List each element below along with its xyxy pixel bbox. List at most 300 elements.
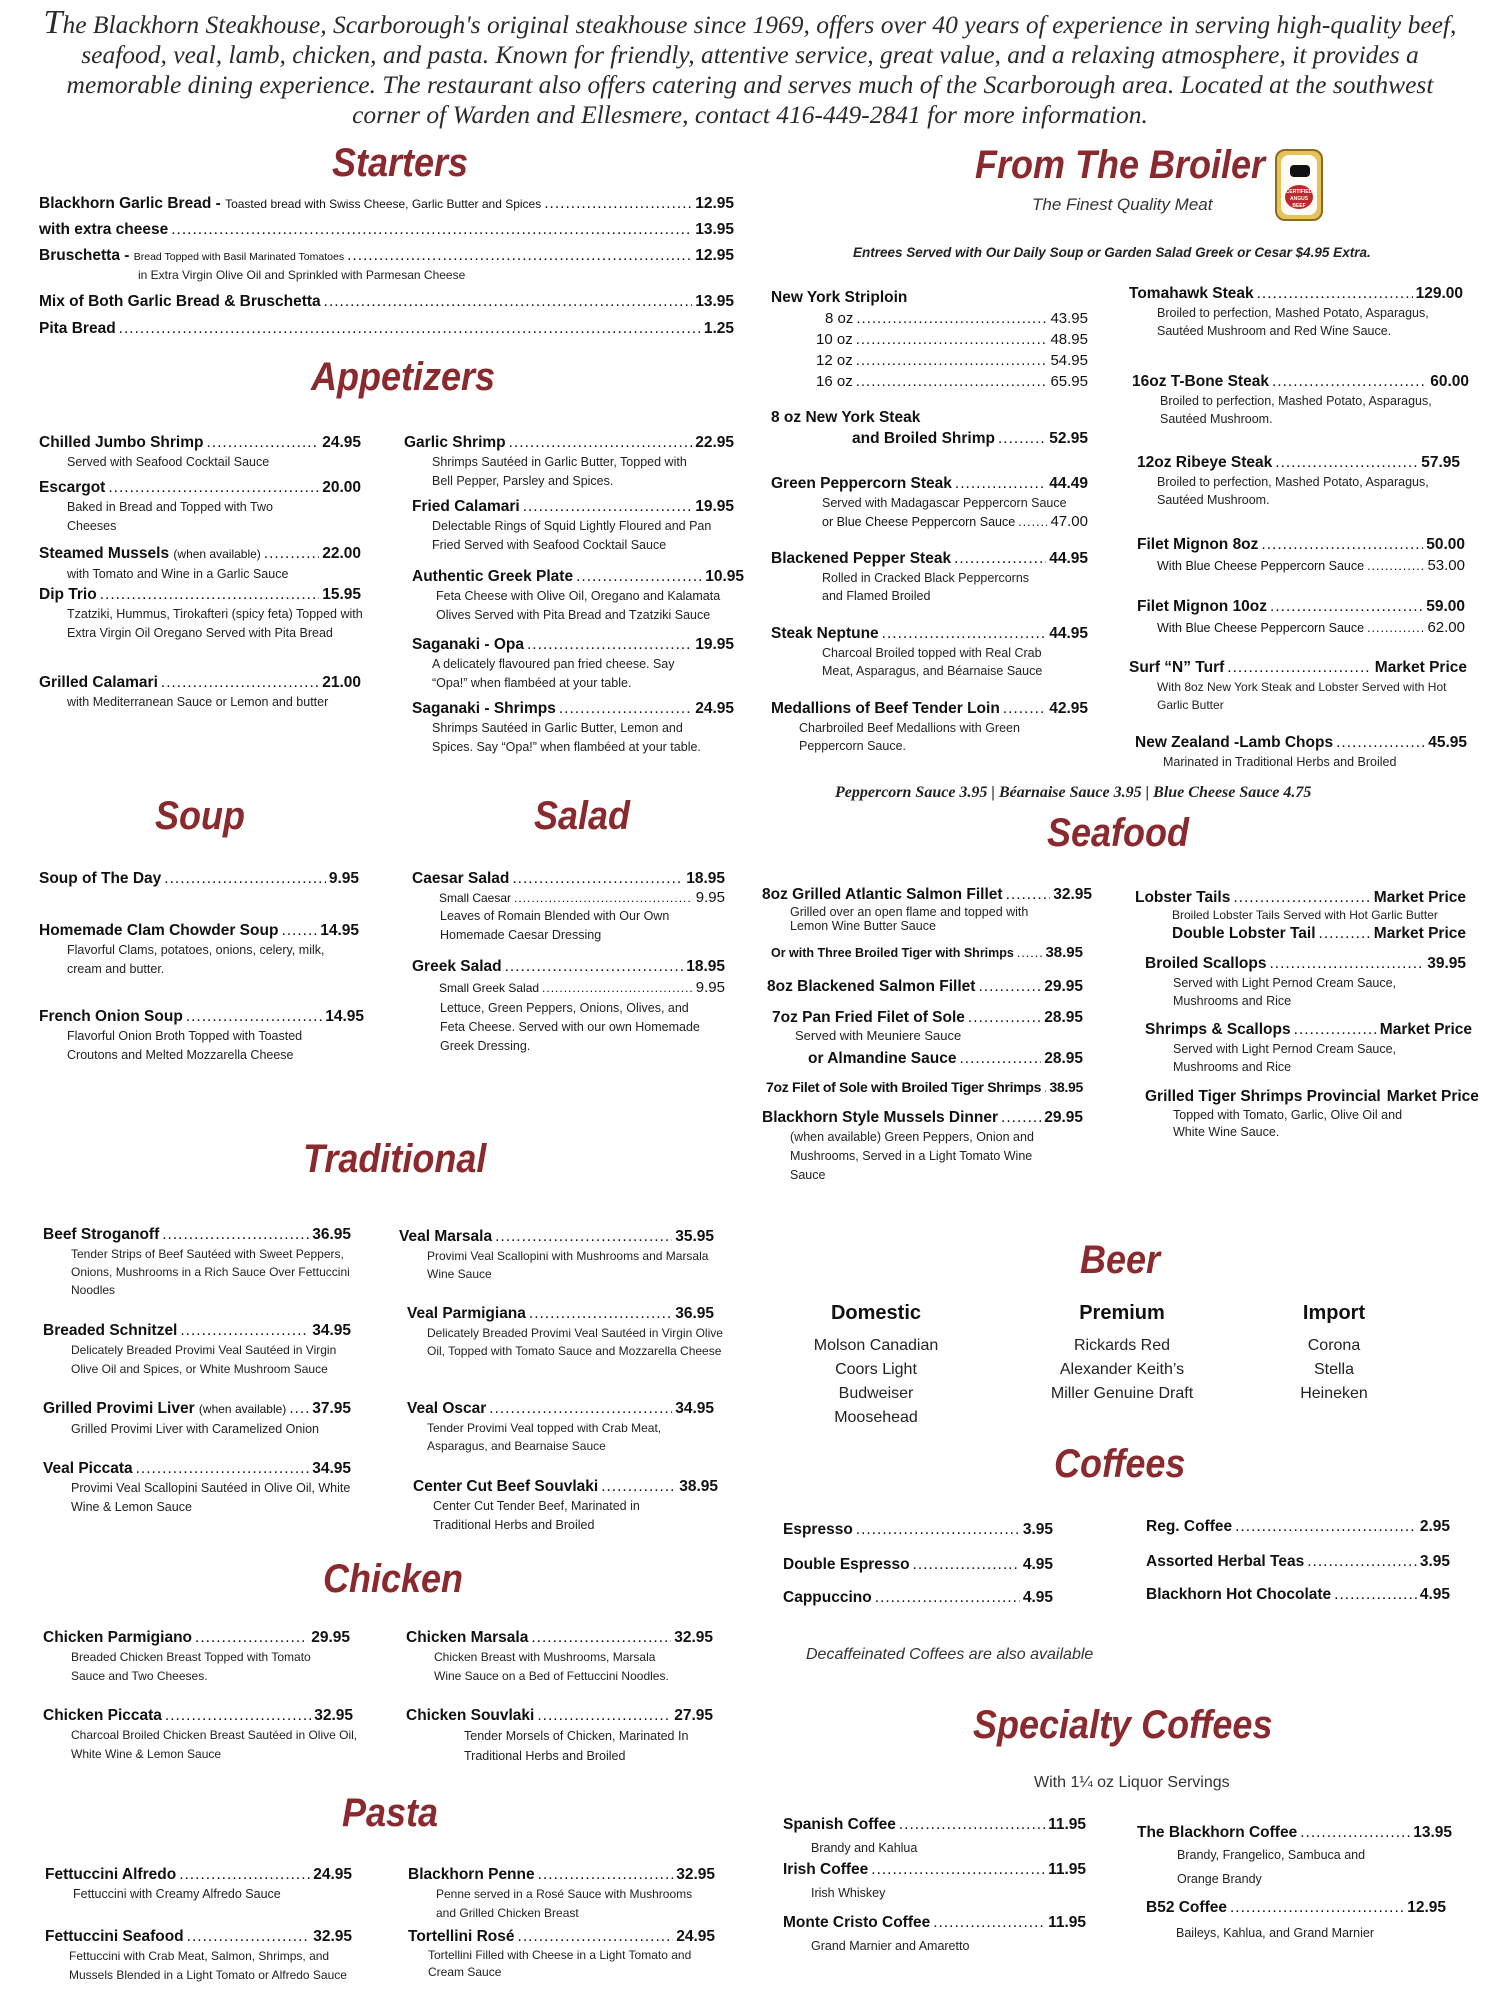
size-price: 48.95 xyxy=(1050,331,1088,348)
menu-item xyxy=(1172,923,1466,953)
menu-item xyxy=(771,942,1083,976)
item-name: Dip Trio xyxy=(39,586,97,603)
item-name: Steak Neptune xyxy=(771,625,879,642)
item-description: Irish Whiskey xyxy=(811,1886,886,1900)
item-price: 13.95 xyxy=(695,293,734,310)
item-price: 14.95 xyxy=(320,922,359,939)
menu-item-ny-steak-shrimp xyxy=(771,407,1088,473)
seafood-left-list xyxy=(762,884,1092,1185)
appetizers-left-list xyxy=(39,432,361,712)
item-name: Shrimps & Scallops xyxy=(1145,1021,1291,1038)
item-price: 21.00 xyxy=(322,674,361,691)
item-price: 34.95 xyxy=(312,1460,351,1477)
item-name: Chicken Marsala xyxy=(406,1629,529,1646)
intro-text: he Blackhorn Steakhouse, Scarborough's original steakhouse since 1969, offers over 40 years of experience in serving high-quality beef, seafood, veal, lamb, chicken, and pasta. Known for friendly, attentive service, great value, and a relaxing atmosphere, it provides a memorable dining experience. The restaurant also offers catering and serves much of the Scarborough area. Located at the southwest corner of Warden and Ellesmere, contact 416-449-2841 for more information. xyxy=(62,10,1457,129)
item-description: Shrimps Sautéed in Garlic Butter, Lemon and Spices. Say “Opa!” when flambéed at your table. xyxy=(432,721,701,754)
item-description: Flavorful Clams, potatoes, onions, celery, milk, cream and butter. xyxy=(67,943,325,976)
item-name: Small Greek Salad xyxy=(439,981,540,995)
item-price: 52.95 xyxy=(1049,430,1088,447)
item-name: Or with Three Broiled Tiger with Shrimps xyxy=(771,946,1014,960)
coffees-right-list xyxy=(1146,1516,1450,1605)
menu-item xyxy=(1135,732,1467,772)
item-name: Reg. Coffee xyxy=(1146,1518,1233,1535)
menu-item xyxy=(412,956,725,1056)
item-description: Fettuccini with Creamy Alfredo Sauce xyxy=(73,1887,281,1901)
menu-item xyxy=(783,1519,1053,1554)
menu-item xyxy=(43,1398,351,1458)
heading-specialty-coffees: Specialty Coffees xyxy=(973,1703,1273,1747)
heading-starters: Starters xyxy=(332,141,469,185)
entrees-note: Entrees Served with Our Daily Soup or Garden Salad Greek or Cesar $4.95 Extra. xyxy=(853,245,1371,260)
menu-item xyxy=(39,219,734,245)
menu-item xyxy=(783,1859,1086,1912)
item-description: Flavorful Onion Broth Topped with Toasted Croutons and Melted Mozzarella Cheese xyxy=(67,1029,303,1062)
menu-item xyxy=(412,566,744,634)
item-description: Tender Provimi Veal topped with Crab Meat, Asparagus, and Bearnaise Sauce xyxy=(427,1421,662,1453)
item-description: Shrimps Sautéed in Garlic Butter, Topped with Bell Pepper, Parsley and Spices. xyxy=(432,455,687,488)
item-name: Beef Stroganoff xyxy=(43,1226,160,1243)
item-name: Homemade Clam Chowder Soup xyxy=(39,922,279,939)
item-name: Chicken Piccata xyxy=(43,1707,162,1724)
item-name: or Almandine Sauce xyxy=(808,1050,957,1067)
decaf-note: Decaffeinated Coffees are also available xyxy=(806,1646,1094,1663)
item-price: 34.95 xyxy=(675,1400,714,1417)
beer-import-list xyxy=(1214,1334,1454,1406)
item-name: Filet Mignon 8oz xyxy=(1137,536,1259,553)
item-price: 2.95 xyxy=(1419,1518,1450,1535)
menu-item xyxy=(1145,1019,1472,1086)
menu-item xyxy=(39,1006,364,1065)
menu-item xyxy=(39,584,361,672)
item-description: Tender Strips of Beef Sautéed with Sweet Peppers, Onions, Mushrooms in a Rich Sauce Over Fettuccini Noodles xyxy=(71,1247,350,1297)
item-description: Feta Cheese with Olive Oil, Oregano and Kalamata Olives Served with Pita Bread and Tzatziki Sauce xyxy=(436,589,721,622)
menu-item xyxy=(406,1627,713,1705)
item-name: 8oz Blackened Salmon Fillet xyxy=(767,978,976,995)
menu-item xyxy=(408,1864,715,1926)
heading-pasta: Pasta xyxy=(342,1791,439,1835)
item-description: Center Cut Tender Beef, Marinated in Traditional Herbs and Broiled xyxy=(433,1499,640,1532)
item-name: Grilled Provimi Liver xyxy=(43,1400,195,1417)
menu-item xyxy=(412,496,734,566)
menu-item xyxy=(43,1458,351,1517)
menu-item xyxy=(808,1048,1083,1077)
item-description: Broiled to perfection, Mashed Potato, Asparagus, Sautéed Mushroom. xyxy=(1160,394,1432,426)
heading-chicken: Chicken xyxy=(323,1557,464,1601)
menu-item-striploin xyxy=(771,287,1088,407)
item-name: Fettuccini Alfredo xyxy=(45,1866,177,1883)
item-name: New York Striploin xyxy=(771,289,908,306)
item-price: 22.95 xyxy=(695,434,734,451)
item-price: 38.95 xyxy=(1049,1079,1083,1095)
menu-item xyxy=(45,1926,352,1985)
item-description: Leaves of Romain Blended with Our Own Homemade Caesar Dressing xyxy=(440,909,670,942)
menu-item xyxy=(407,1398,714,1476)
menu-item xyxy=(771,698,1088,755)
menu-item xyxy=(1146,1584,1450,1605)
item-name: Bruschetta - xyxy=(39,247,130,264)
menu-item xyxy=(39,432,361,477)
item-description: with Tomato and Wine in a Garlic Sauce xyxy=(67,567,289,581)
item-description: Delicately Breaded Provimi Veal Sautéed in Virgin Olive Oil, Topped with Tomato Sauce and Mozzarella Cheese xyxy=(427,1326,723,1358)
item-description: Tzatziki, Hummus, Tirokafteri (spicy feta) Topped with Extra Virgin Oil Oregano Served with Pita Bread xyxy=(67,607,363,640)
salad-list xyxy=(412,868,725,1056)
menu-item xyxy=(783,1912,1086,1959)
menu-item xyxy=(43,1224,351,1320)
item-name: New Zealand -Lamb Chops xyxy=(1135,734,1334,751)
size-price: 65.95 xyxy=(1050,373,1088,390)
item-name: 8 oz New York Steak xyxy=(771,409,921,426)
item-price: 20.00 xyxy=(322,479,361,496)
beer-item: Heineken xyxy=(1300,1385,1368,1402)
item-price: 32.95 xyxy=(314,1707,353,1724)
specialty-right-list xyxy=(1137,1822,1452,1948)
specialty-left-list xyxy=(783,1814,1086,1959)
menu-item xyxy=(406,1705,713,1766)
size-price: 43.95 xyxy=(1050,310,1088,327)
item-price: 32.95 xyxy=(676,1866,715,1883)
soup-list xyxy=(39,868,364,1065)
item-price: 60.00 xyxy=(1430,373,1469,390)
item-price: 3.95 xyxy=(1419,1553,1450,1570)
heading-traditional: Traditional xyxy=(303,1137,487,1181)
item-price: 36.95 xyxy=(675,1305,714,1322)
menu-item-green-peppercorn xyxy=(771,473,1088,548)
item-description: Tender Morsels of Chicken, Marinated In Traditional Herbs and Broiled xyxy=(464,1729,689,1763)
item-price: 24.95 xyxy=(313,1866,352,1883)
item-price: 4.95 xyxy=(1419,1586,1450,1603)
item-price: Market Price xyxy=(1373,925,1466,942)
item-name: Double Espresso xyxy=(783,1556,910,1573)
item-description: Broiled to perfection, Mashed Potato, Asparagus, Sautéed Mushroom. xyxy=(1157,475,1429,507)
item-description: Charbroiled Beef Medallions with Green Peppercorn Sauce. xyxy=(799,721,1020,753)
sauces-note: Peppercorn Sauce 3.95 | Béarnaise Sauce 3.95 | Blue Cheese Sauce 4.75 xyxy=(835,784,1312,801)
item-name: with extra cheese xyxy=(39,221,169,238)
size-label: 12 oz xyxy=(816,352,853,369)
beer-item: Coors Light xyxy=(835,1361,917,1378)
item-price: 39.95 xyxy=(1427,955,1466,972)
heading-coffees: Coffees xyxy=(1054,1442,1186,1486)
broiler-left-list xyxy=(771,287,1088,755)
heading-appetizers: Appetizers xyxy=(311,355,496,399)
item-description: Lettuce, Green Peppers, Onions, Olives, and Feta Cheese. Served with our own Homemade Greek Dressing. xyxy=(440,1001,700,1053)
item-price: 35.95 xyxy=(675,1228,714,1245)
item-name: Double Lobster Tail xyxy=(1172,925,1316,942)
item-name: Greek Salad xyxy=(412,958,502,975)
item-description: Delectable Rings of Squid Lightly Floured and Pan Fried Served with Seafood Cocktail Sauce xyxy=(432,519,712,552)
item-name: Veal Piccata xyxy=(43,1460,133,1477)
pasta-right-list xyxy=(408,1864,715,1981)
chicken-left-list xyxy=(43,1627,358,1764)
item-name: Tortellini Rosé xyxy=(408,1928,515,1945)
item-name: 8oz Grilled Atlantic Salmon Fillet xyxy=(762,886,1003,903)
item-description: Chicken Breast with Mushrooms, Marsala Wine Sauce on a Bed of Fettuccini Noodles. xyxy=(434,1650,669,1683)
item-name: Green Peppercorn Steak xyxy=(771,475,952,492)
liquor-note: With 1¼ oz Liquor Servings xyxy=(1034,1774,1230,1791)
size-price: 54.95 xyxy=(1050,352,1088,369)
item-name: Veal Oscar xyxy=(407,1400,487,1417)
item-description: Charcoal Broiled topped with Real Crab Meat, Asparagus, and Béarnaise Sauce xyxy=(822,646,1043,678)
item-price: 42.95 xyxy=(1049,700,1088,717)
item-name-line2: and Broiled Shrimp xyxy=(852,430,995,447)
item-price: 4.95 xyxy=(1022,1556,1053,1573)
beer-item: Molson Canadian xyxy=(813,1337,939,1354)
menu-item xyxy=(766,1077,1083,1107)
broiler-subtitle: The Finest Quality Meat xyxy=(1032,195,1213,214)
pasta-left-list xyxy=(45,1864,352,1985)
item-price: 28.95 xyxy=(1044,1009,1083,1026)
menu-item xyxy=(762,884,1092,942)
item-price: 62.00 xyxy=(1427,619,1465,636)
item-name: Grilled Tiger Shrimps Provincial xyxy=(1145,1088,1381,1105)
item-description: Delicately Breaded Provimi Veal Sautéed in Virgin Olive Oil and Spices, or White Mushroom Sauce xyxy=(71,1343,337,1376)
item-description: With 8oz New York Steak and Lobster Served with Hot Garlic Butter xyxy=(1157,680,1447,712)
item-description: Grilled Provimi Liver with Caramelized Onion xyxy=(71,1422,319,1436)
menu-item xyxy=(39,868,359,920)
menu-item xyxy=(399,1226,714,1303)
item-description: Rolled in Cracked Black Peppercorns and Flamed Broiled xyxy=(822,571,1030,603)
item-description: Brandy, Frangelico, Sambuca and Orange Brandy xyxy=(1177,1848,1366,1886)
size-row xyxy=(771,308,1088,329)
menu-item xyxy=(404,432,734,496)
item-price: Market Price xyxy=(1379,1021,1472,1038)
beer-premium-header: Premium xyxy=(1079,1302,1165,1324)
item-name: Irish Coffee xyxy=(783,1861,869,1878)
menu-item xyxy=(39,193,734,219)
item-name: Garlic Shrimp xyxy=(404,434,506,451)
menu-item xyxy=(1137,534,1465,596)
item-name: Caesar Salad xyxy=(412,870,510,887)
beer-domestic-header: Domestic xyxy=(830,1302,922,1324)
cow-icon xyxy=(1290,165,1310,177)
certified-angus-beef-logo xyxy=(1275,149,1323,221)
item-description: Penne served in a Rosé Sauce with Mushrooms and Grilled Chicken Breast xyxy=(436,1887,693,1920)
menu-item xyxy=(771,548,1088,623)
menu-item xyxy=(412,634,734,698)
item-price: 12.95 xyxy=(695,247,734,264)
item-name: Small Caesar xyxy=(439,891,512,905)
item-price: 12.95 xyxy=(695,195,734,212)
item-price: 19.95 xyxy=(695,636,734,653)
item-price: 13.95 xyxy=(1413,1824,1452,1841)
item-name: Chicken Souvlaki xyxy=(406,1707,535,1724)
item-description: Baileys, Kahlua, and Grand Marnier xyxy=(1176,1926,1375,1940)
item-description: With Blue Cheese Peppercorn Sauce xyxy=(1157,621,1365,635)
item-price: 32.95 xyxy=(674,1629,713,1646)
item-name: Monte Cristo Coffee xyxy=(783,1914,931,1931)
item-name: 7oz Pan Fried Filet of Sole xyxy=(772,1009,965,1026)
item-name: Grilled Calamari xyxy=(39,674,158,691)
item-name: The Blackhorn Coffee xyxy=(1137,1824,1298,1841)
menu-item xyxy=(767,976,1083,1007)
beer-item: Moosehead xyxy=(834,1409,918,1426)
item-name: French Onion Soup xyxy=(39,1008,183,1025)
item-name: Fettuccini Seafood xyxy=(45,1928,184,1945)
menu-item xyxy=(1135,887,1466,907)
item-price: 24.95 xyxy=(695,700,734,717)
item-name: Blackhorn Hot Chocolate xyxy=(1146,1586,1332,1603)
heading-soup: Soup xyxy=(155,794,245,838)
item-price: 19.95 xyxy=(695,498,734,515)
item-description: Breaded Chicken Breast Topped with Tomato Sauce and Two Cheeses. xyxy=(71,1650,311,1683)
menu-item xyxy=(1146,1551,1450,1584)
heading-beer: Beer xyxy=(1080,1238,1161,1282)
menu-item xyxy=(783,1587,1053,1608)
menu-item xyxy=(43,1627,350,1705)
item-price: 9.95 xyxy=(695,979,725,996)
item-price: 4.95 xyxy=(1022,1589,1053,1606)
menu-item xyxy=(1129,283,1463,371)
item-note: (when available) xyxy=(198,1402,287,1416)
heading-seafood: Seafood xyxy=(1047,811,1190,855)
beer-item: Budweiser xyxy=(838,1385,914,1402)
menu-item xyxy=(407,1303,723,1398)
item-name: Broiled Scallops xyxy=(1145,955,1267,972)
item-price: 38.95 xyxy=(679,1478,718,1495)
menu-item xyxy=(772,1007,1083,1048)
item-name: 7oz Filet of Sole with Broiled Tiger Shrimps xyxy=(766,1079,1042,1095)
item-description: or Blue Cheese Peppercorn Sauce xyxy=(822,515,1016,529)
menu-item xyxy=(783,1554,1053,1587)
size-row xyxy=(771,371,1088,392)
starters-list xyxy=(39,193,734,339)
menu-item xyxy=(39,543,361,584)
item-name: Fried Calamari xyxy=(412,498,520,515)
intro-paragraph xyxy=(30,4,1470,130)
item-price: 44.95 xyxy=(1049,625,1088,642)
broiler-right-list xyxy=(1129,283,1469,772)
item-price: 28.95 xyxy=(1044,1050,1083,1067)
menu-item xyxy=(1129,657,1467,732)
item-name: Mix of Both Garlic Bread & Bruschetta xyxy=(39,293,321,310)
item-price: 36.95 xyxy=(312,1226,351,1243)
menu-item xyxy=(1132,371,1469,452)
item-description: A delicately flavoured pan fried cheese. Say “Opa!” when flambéed at your table. xyxy=(432,657,675,690)
item-name: Assorted Herbal Teas xyxy=(1146,1553,1305,1570)
item-name: Filet Mignon 10oz xyxy=(1137,598,1268,615)
item-price: 44.49 xyxy=(1049,475,1088,492)
item-price: 32.95 xyxy=(1053,886,1092,903)
size-row xyxy=(771,329,1088,350)
traditional-left-list xyxy=(43,1224,351,1517)
item-description: Provimi Veal Scallopini Sautéed in Olive Oil, White Wine & Lemon Sauce xyxy=(71,1481,351,1514)
item-price: 29.95 xyxy=(1044,1109,1083,1126)
item-description: Brandy and Kahlua xyxy=(811,1841,918,1855)
item-price: 11.95 xyxy=(1048,1861,1086,1878)
item-price: 10.95 xyxy=(705,568,744,585)
item-name: Spanish Coffee xyxy=(783,1816,896,1833)
item-name: Soup of The Day xyxy=(39,870,162,887)
menu-item xyxy=(783,1814,1086,1859)
item-name: Blackhorn Style Mussels Dinner xyxy=(762,1109,999,1126)
item-price: 11.95 xyxy=(1048,1816,1086,1833)
menu-item xyxy=(408,1926,715,1981)
item-note: Bread Topped with Basil Marinated Tomatoes xyxy=(133,251,345,263)
size-row xyxy=(771,350,1088,371)
beer-item: Alexander Keith’s xyxy=(1059,1361,1185,1378)
item-note: Toasted bread with Swiss Cheese, Garlic Butter and Spices xyxy=(225,197,542,211)
item-price: 1.25 xyxy=(703,320,734,337)
item-name: Veal Parmigiana xyxy=(407,1305,526,1322)
item-price: 44.95 xyxy=(1049,550,1088,567)
item-price: 24.95 xyxy=(676,1928,715,1945)
item-name: 12oz Ribeye Steak xyxy=(1137,454,1273,471)
item-description: Grand Marnier and Amaretto xyxy=(811,1939,970,1953)
item-note: (when available) xyxy=(173,547,261,561)
item-name: Veal Marsala xyxy=(399,1228,493,1245)
menu-item xyxy=(39,477,361,543)
menu-item xyxy=(43,1320,351,1398)
menu-item xyxy=(39,672,361,712)
chicken-right-list xyxy=(406,1627,713,1766)
item-price: Market Price xyxy=(1373,889,1466,906)
menu-item xyxy=(43,1705,358,1764)
item-name: Medallions of Beef Tender Loin xyxy=(771,700,1000,717)
beer-domestic-list xyxy=(756,1334,996,1430)
menu-item xyxy=(1146,1516,1450,1551)
item-description: Broiled Lobster Tails Served with Hot Garlic Butter xyxy=(1172,908,1438,922)
menu-item xyxy=(45,1864,352,1926)
item-name: 16oz T-Bone Steak xyxy=(1132,373,1269,390)
item-description: Served with Madagascar Peppercorn Sauce xyxy=(822,496,1067,510)
item-price: 24.95 xyxy=(322,434,361,451)
menu-item xyxy=(1137,596,1465,657)
item-price: 9.95 xyxy=(695,889,725,906)
beer-item: Rickards Red xyxy=(1073,1337,1171,1354)
coffees-left-list xyxy=(783,1519,1053,1608)
item-description: Served with Seafood Cocktail Sauce xyxy=(67,455,270,469)
item-name: Chicken Parmigiano xyxy=(43,1629,193,1646)
item-description: Served with Light Pernod Cream Sauce, Mushrooms and Rice xyxy=(1173,976,1397,1008)
item-price: 9.95 xyxy=(328,870,359,887)
item-price: 18.95 xyxy=(686,958,725,975)
sauce-row xyxy=(771,512,1088,532)
menu-item xyxy=(39,245,734,291)
beer-item: Miller Genuine Draft xyxy=(1050,1385,1194,1402)
item-price: 50.00 xyxy=(1426,536,1465,553)
item-price: 34.95 xyxy=(312,1322,351,1339)
item-name: Chilled Jumbo Shrimp xyxy=(39,434,204,451)
item-description: (when available) Green Peppers, Onion and Mushrooms, Served in a Light Tomato Wine Sauce xyxy=(790,1130,1034,1182)
menu-item xyxy=(413,1476,718,1535)
menu-item xyxy=(39,318,734,339)
item-name: Center Cut Beef Souvlaki xyxy=(413,1478,599,1495)
beer-premium-list xyxy=(1002,1334,1242,1406)
item-price: 29.95 xyxy=(311,1629,350,1646)
menu-item xyxy=(412,868,725,956)
item-price: 32.95 xyxy=(313,1928,352,1945)
item-description: Served with Light Pernod Cream Sauce, Mushrooms and Rice xyxy=(1173,1042,1397,1074)
item-price: 11.95 xyxy=(1048,1914,1086,1931)
seafood-right-list xyxy=(1135,887,1479,1141)
beer-item: Corona xyxy=(1307,1337,1361,1354)
item-description: Tortellini Filled with Cheese in a Light Tomato and Cream Sauce xyxy=(428,1948,692,1979)
item-name: Tomahawk Steak xyxy=(1129,285,1254,302)
item-name: Escargot xyxy=(39,479,106,496)
item-name: Authentic Greek Plate xyxy=(412,568,574,585)
menu-item xyxy=(39,920,359,1006)
item-price: 45.95 xyxy=(1428,734,1467,751)
item-name: Cappuccino xyxy=(783,1589,872,1606)
item-description: Topped with Tomato, Garlic, Olive Oil and White Wine Sauce. xyxy=(1173,1108,1403,1139)
item-price: 22.00 xyxy=(322,545,361,562)
item-description: in Extra Virgin Olive Oil and Sprinkled with Parmesan Cheese xyxy=(138,268,466,282)
item-price: 18.95 xyxy=(686,870,725,887)
size-label: 10 oz xyxy=(816,331,853,348)
menu-item xyxy=(39,291,734,318)
item-description: Served with Meuniere Sauce xyxy=(795,1028,962,1043)
menu-item xyxy=(771,623,1088,698)
sauce-row xyxy=(1137,617,1465,639)
